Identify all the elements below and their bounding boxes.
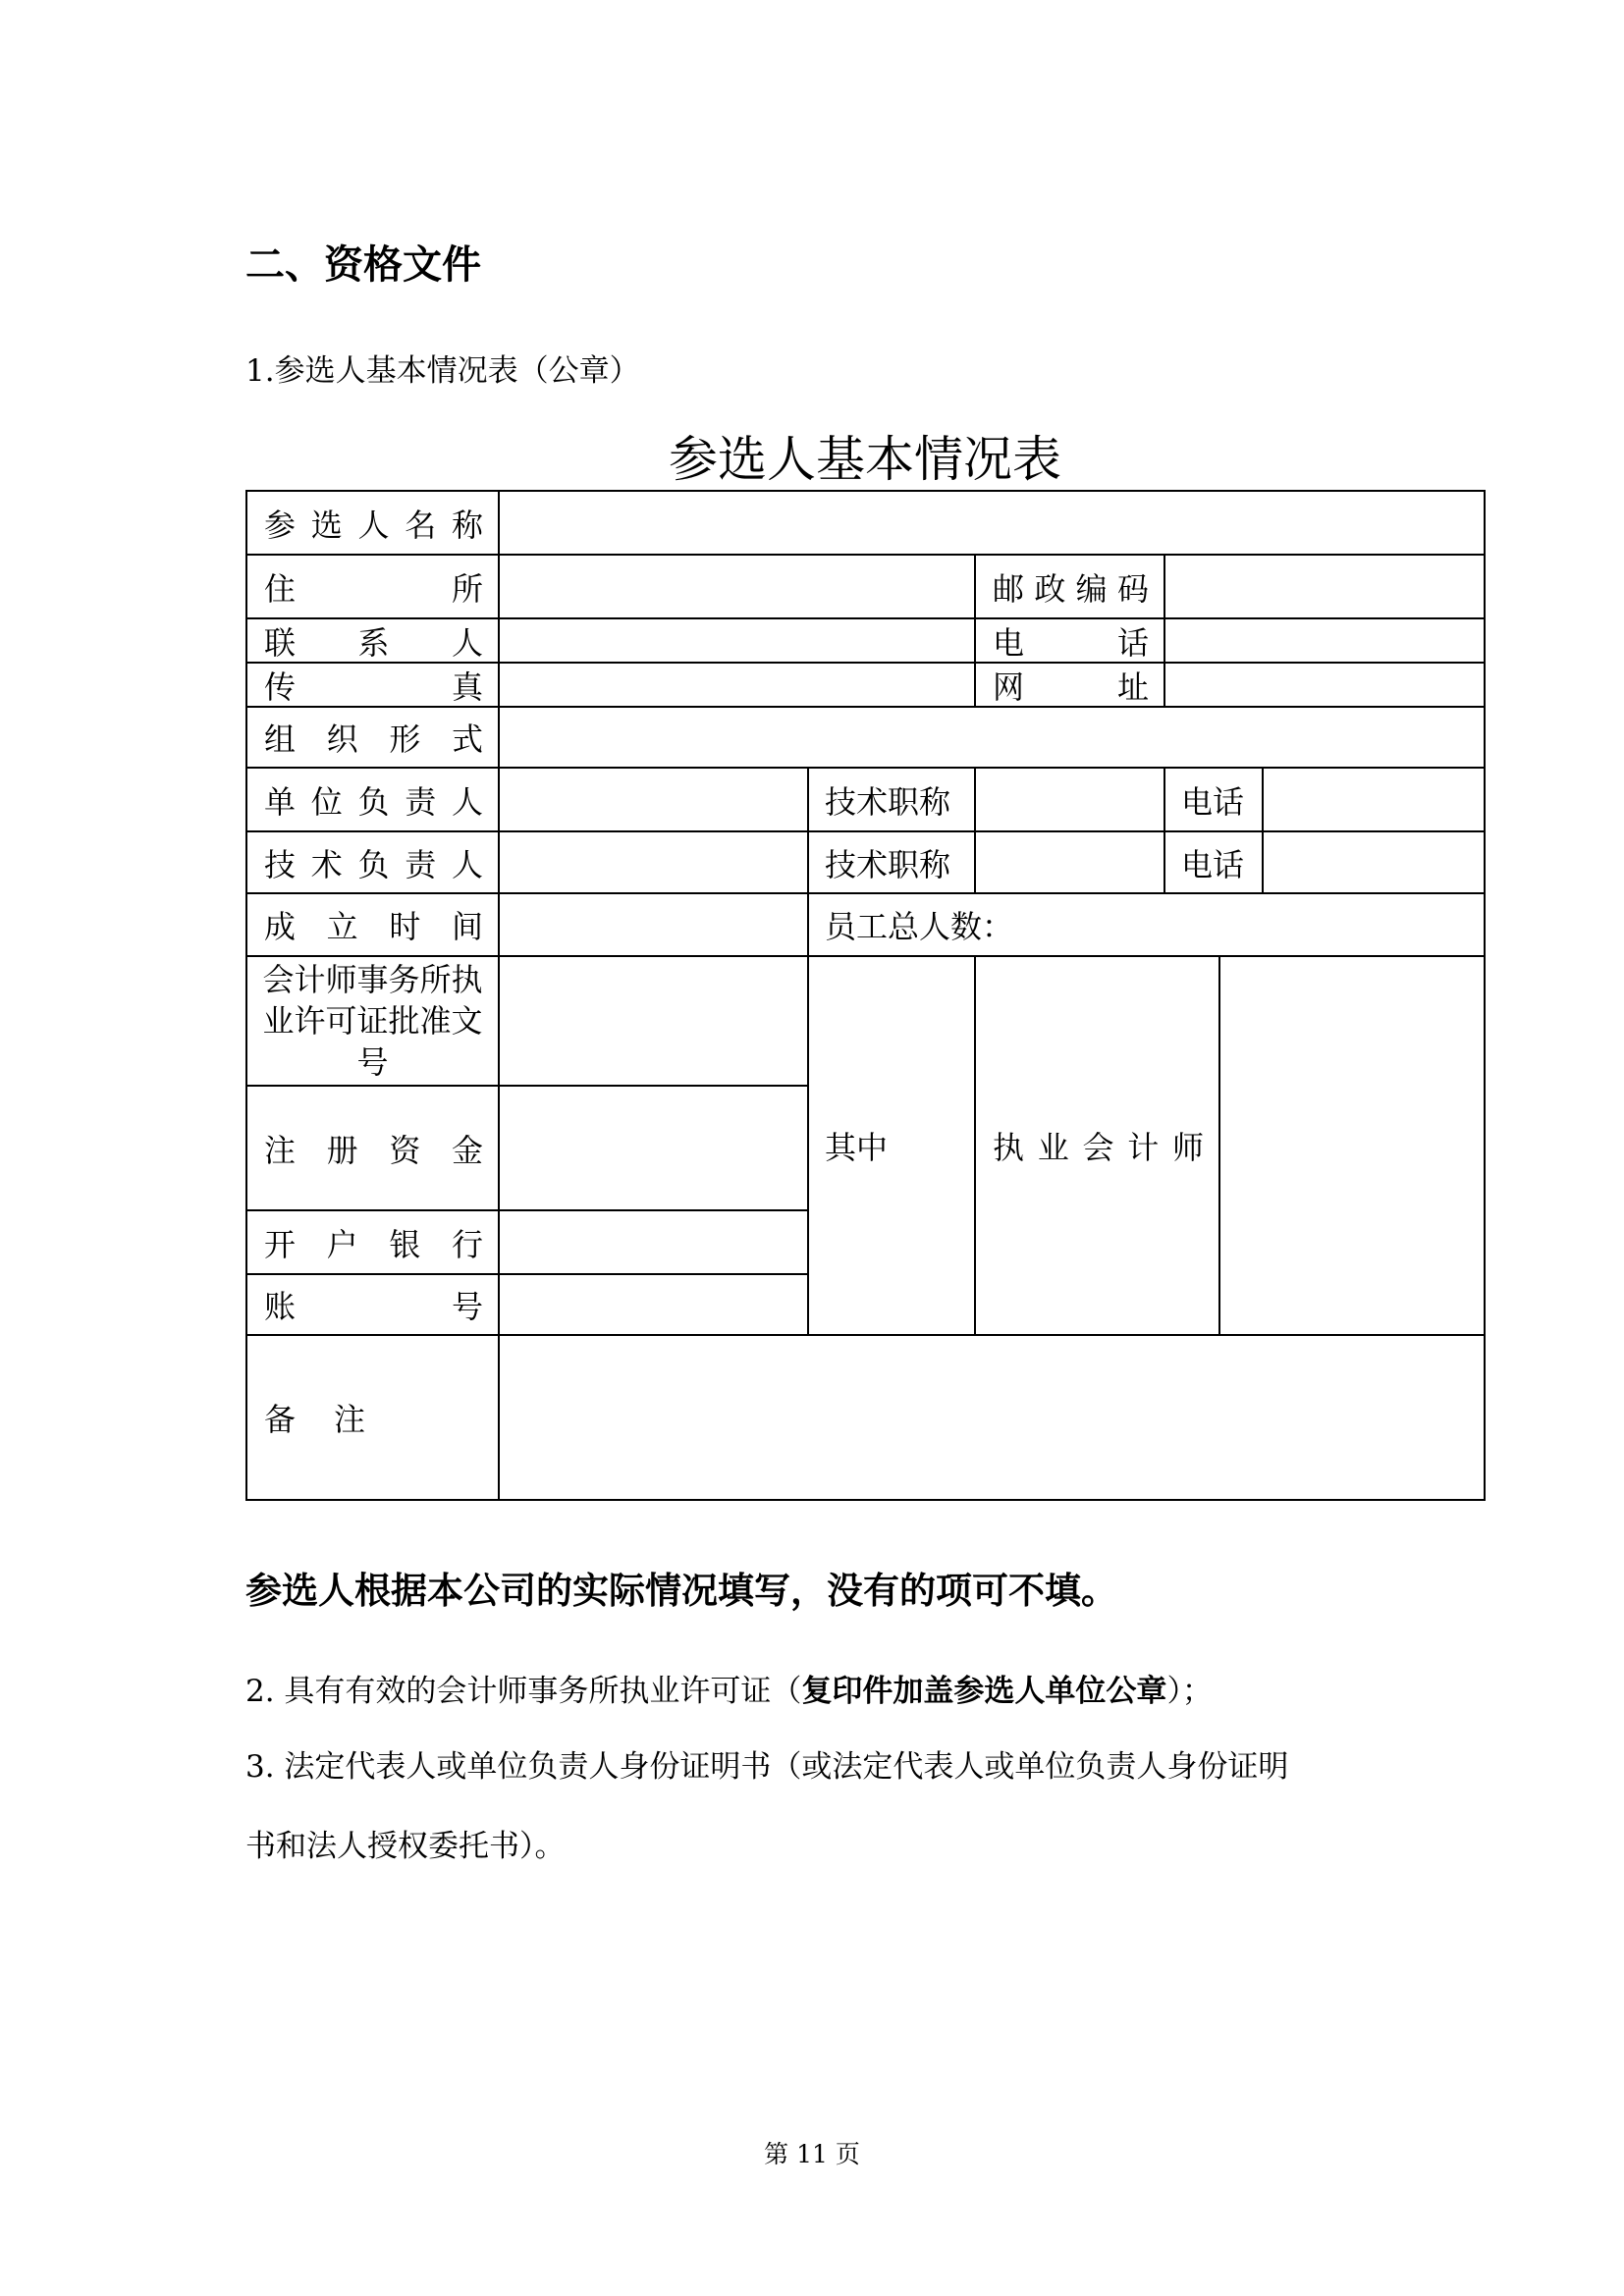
section-heading: 二、资格文件 bbox=[245, 242, 481, 288]
label-established: 成 立 时 间 bbox=[264, 908, 483, 945]
item-2: 2. 具有有效的会计师事务所执业许可证（复印件加盖参选人单位公章）； bbox=[245, 1674, 1213, 1709]
label-postcode: 邮 政 编 码 bbox=[993, 569, 1149, 608]
item-1-title: 1.参选人基本情况表（公章） bbox=[245, 353, 640, 389]
label-capital: 注 册 资 金 bbox=[264, 1131, 483, 1169]
label-fax: 传 真 bbox=[264, 667, 483, 706]
label-account: 账 号 bbox=[264, 1288, 483, 1325]
label-phone-1: 电话 bbox=[1181, 782, 1245, 821]
label-phone: 电 话 bbox=[993, 623, 1149, 662]
label-phone-2: 电话 bbox=[1181, 845, 1245, 883]
table-title: 参选人基本情况表 bbox=[669, 431, 1061, 488]
item-3-line-1: 3. 法定代表人或单位负责人身份证明书（或法定代表人或单位负责人身份证明 bbox=[245, 1749, 1289, 1785]
label-participant-name: 参 选 人 名 称 bbox=[264, 506, 483, 544]
label-tech-title-2: 技术职称 bbox=[825, 845, 951, 883]
label-tech-title-1: 技术职称 bbox=[825, 782, 951, 821]
label-tech-head: 技 术 负 责 人 bbox=[264, 845, 483, 883]
label-remark: 备 注 bbox=[264, 1401, 365, 1438]
label-website: 网 址 bbox=[993, 667, 1149, 706]
label-bank: 开 户 银 行 bbox=[264, 1225, 483, 1263]
label-org-form: 组 织 形 式 bbox=[264, 721, 483, 758]
label-contact: 联 系 人 bbox=[264, 623, 483, 662]
label-staff-total: 员工总人数： bbox=[825, 908, 1014, 945]
label-cpa: 执 业 会 计 师 bbox=[993, 1129, 1204, 1166]
page-number: 第 11 页 bbox=[764, 2140, 860, 2168]
item-3-line-2: 书和法人授权委托书）。 bbox=[245, 1829, 566, 1864]
label-unit-head: 单 位 负 责 人 bbox=[264, 782, 483, 821]
label-address: 住 所 bbox=[264, 569, 483, 608]
fill-instruction-note: 参选人根据本公司的实际情况填写，没有的项可不填。 bbox=[245, 1570, 1117, 1612]
label-of-which: 其中 bbox=[825, 1129, 889, 1166]
label-license: 会计师事务所执业许可证批准文号 bbox=[262, 961, 483, 1081]
